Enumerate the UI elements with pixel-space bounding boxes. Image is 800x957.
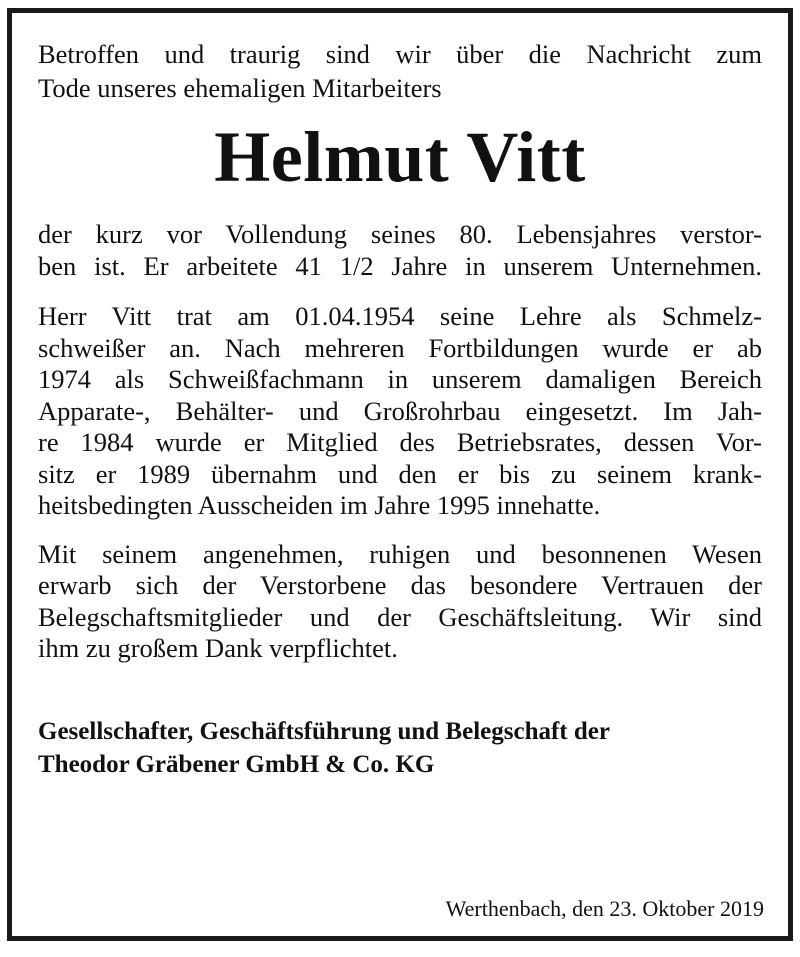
paragraph-line: Mit seinem angenehmen, ruhigen und besonnenen Wesen <box>38 538 762 569</box>
intro-line: Tode unseres ehemaligen Mitarbeiters <box>38 73 442 103</box>
deceased-name: Helmut Vitt <box>214 117 586 197</box>
signature-line: Theodor Gräbener GmbH & Co. KG <box>38 750 435 778</box>
intro-text <box>38 37 762 105</box>
paragraph-tribute <box>38 539 762 665</box>
paragraph-line: re 1984 wurde er Mitglied des Betriebsrates, dessen Vor- <box>38 427 762 457</box>
paragraph-line: Herr Vitt trat am 01.04.1954 seine Lehre als Schmelz- <box>38 301 762 331</box>
paragraph-line: heitsbedingten Ausscheiden im Jahre 1995 innehatte. <box>38 490 601 520</box>
intro-line: Betroffen und traurig sind wir über die Nachricht zum <box>38 39 762 69</box>
paragraph-lifespan <box>38 219 762 282</box>
paragraph-line: erwarb sich der Verstorbene das besondere Vertrauen der <box>38 570 762 600</box>
place-and-date: Werthenbach, den 23. Oktober 2019 <box>445 896 764 921</box>
paragraph-line: ihm zu großem Dank verpflichtet. <box>38 633 398 663</box>
paragraph-line: Belegschaftsmitglieder und der Geschäftsleitung. Wir sind <box>38 601 762 632</box>
paragraph-career <box>38 301 762 522</box>
obituary-notice <box>7 8 793 941</box>
paragraph-line: sitz er 1989 übernahm und den er bis zu seinem krank- <box>38 458 762 489</box>
paragraph-line: der kurz vor Vollendung seines 80. Lebensjahres verstor- <box>38 219 762 249</box>
paragraph-line: ben ist. Er arbeitete 41 1/2 Jahre in unserem Unternehmen. <box>38 250 762 281</box>
signature-line: Gesellschafter, Geschäftsführung und Belegschaft der <box>38 717 610 745</box>
paragraph-line: 1974 als Schweißfachmann in unserem damaligen Bereich <box>38 364 762 394</box>
paragraph-line: Apparate-, Behälter- und Großrohrbau eingesetzt. Im Jah- <box>38 395 762 426</box>
paragraph-line: schweißer an. Nach mehreren Fortbildungen wurde er ab <box>38 332 762 363</box>
signature-block <box>38 715 762 781</box>
